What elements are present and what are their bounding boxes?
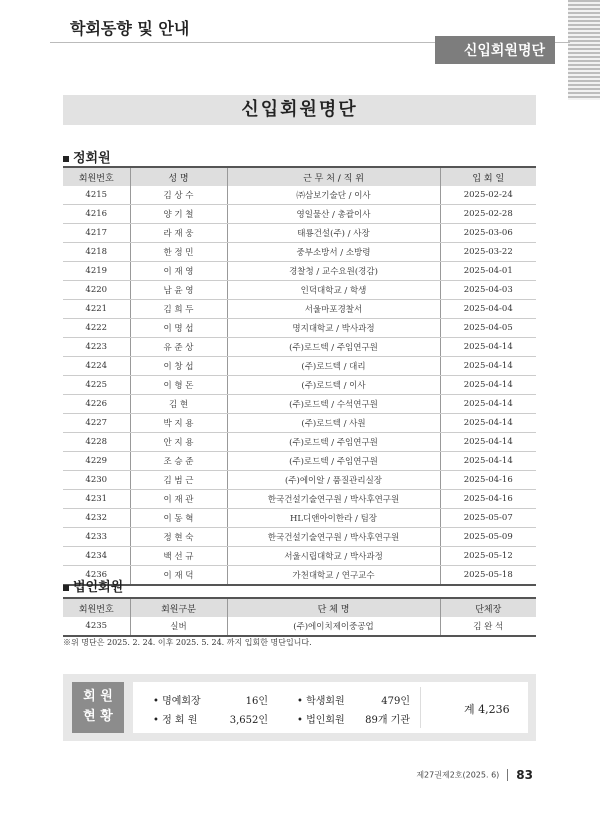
stat-value: 479인: [381, 696, 410, 707]
table-cell: (주)로드텍 / 이사: [227, 376, 440, 395]
table-row: [63, 186, 536, 205]
regular-members-heading: [63, 147, 111, 166]
table-row: [63, 452, 536, 471]
table-cell: 2025-04-16: [440, 471, 536, 490]
table-cell: 이 창 섭: [130, 357, 227, 376]
table-cell: 2025-04-14: [440, 357, 536, 376]
stats-divider: [420, 687, 421, 728]
table-cell: 4233: [63, 528, 130, 547]
table-cell: 2025-05-18: [440, 566, 536, 586]
table-row: [63, 547, 536, 566]
table-cell: 2025-04-14: [440, 376, 536, 395]
table-row: [63, 243, 536, 262]
table-cell: 한 정 민: [130, 243, 227, 262]
member-status-box: [63, 674, 536, 741]
status-label-line: 회 원: [83, 689, 113, 704]
footnote: ※위 명단은 2025. 2. 24. 이후 2025. 5. 24. 까지 입회한 명단입니다.: [63, 638, 312, 647]
table-cell: 4234: [63, 547, 130, 566]
table-cell: 가천대학교 / 연구교수: [227, 566, 440, 586]
table-row: [63, 528, 536, 547]
decorative-strip: [568, 0, 600, 100]
table-cell: (주)로드텍 / 사원: [227, 414, 440, 433]
table-cell: ㈜삼보기술단 / 이사: [227, 186, 440, 205]
table-cell: 4222: [63, 319, 130, 338]
table-cell: 2025-03-06: [440, 224, 536, 243]
table-cell: 2025-04-14: [440, 414, 536, 433]
column-header: 근 무 처 / 직 위: [227, 167, 440, 186]
table-cell: (주)로드텍 / 주임연구원: [227, 338, 440, 357]
square-bullet-icon: [63, 585, 69, 591]
table-row: [63, 338, 536, 357]
table-cell: 명지대학교 / 박사과정: [227, 319, 440, 338]
page-footer: [416, 768, 533, 782]
table-cell: 4217: [63, 224, 130, 243]
table-cell: 김 현: [130, 395, 227, 414]
table-cell: 안 지 용: [130, 433, 227, 452]
table-header-row: [63, 167, 536, 186]
table-cell: 이 명 섭: [130, 319, 227, 338]
table-cell: 2025-04-03: [440, 281, 536, 300]
table-cell: 2025-05-12: [440, 547, 536, 566]
column-header: 성 명: [130, 167, 227, 186]
table-row: [63, 395, 536, 414]
table-cell: (주)로드텍 / 수석연구원: [227, 395, 440, 414]
table-cell: 김 범 근: [130, 471, 227, 490]
member-status-stats: [133, 682, 528, 733]
stat-label: • 학생회원: [297, 696, 345, 707]
table-cell: 2025-04-14: [440, 395, 536, 414]
table-cell: 4230: [63, 471, 130, 490]
table-cell: 서울시립대학교 / 박사과정: [227, 547, 440, 566]
column-header: 회원번호: [63, 598, 130, 617]
table-row: [63, 205, 536, 224]
table-cell: 4228: [63, 433, 130, 452]
table-cell: 2025-03-22: [440, 243, 536, 262]
regular-members-heading-text: 정회원: [73, 151, 111, 166]
table-cell: 2025-05-09: [440, 528, 536, 547]
table-cell: 박 지 용: [130, 414, 227, 433]
table-cell: 김 상 수: [130, 186, 227, 205]
member-status-label: [72, 682, 124, 733]
table-cell: (주)에이치제이중공업: [227, 617, 440, 636]
table-cell: 서울마포경찰서: [227, 300, 440, 319]
table-row: [63, 490, 536, 509]
table-cell: 라 재 웅: [130, 224, 227, 243]
page-title: 신입회원명단: [241, 99, 358, 120]
stat-label: • 정 회 원: [153, 715, 198, 726]
issue-info: 제27권제2호(2025. 6): [416, 770, 500, 780]
table-cell: (주)로드텍 / 주임연구원: [227, 452, 440, 471]
corporate-members-heading-text: 법인회원: [73, 580, 124, 595]
table-row: [63, 414, 536, 433]
status-label-line: 현 황: [83, 709, 113, 724]
table-cell: 실버: [130, 617, 227, 636]
table-cell: 4225: [63, 376, 130, 395]
stat-value: 89개 기관: [365, 715, 410, 726]
table-cell: 4236: [63, 566, 130, 586]
column-header: 입 회 일: [440, 167, 536, 186]
table-cell: 4218: [63, 243, 130, 262]
table-cell: 4224: [63, 357, 130, 376]
table-row: [63, 617, 536, 636]
table-cell: 4223: [63, 338, 130, 357]
table-cell: 이 동 혁: [130, 509, 227, 528]
table-cell: 남 윤 영: [130, 281, 227, 300]
table-row: [63, 566, 536, 586]
table-cell: 2025-02-28: [440, 205, 536, 224]
table-cell: (주)로드텍 / 대리: [227, 357, 440, 376]
table-cell: 중부소방서 / 소방령: [227, 243, 440, 262]
table-cell: 4235: [63, 617, 130, 636]
table-cell: 한국건설기술연구원 / 박사후연구원: [227, 528, 440, 547]
page-number: 83: [516, 768, 533, 782]
table-row: [63, 224, 536, 243]
table-cell: 경찰청 / 교수요원(경감): [227, 262, 440, 281]
table-cell: 백 선 규: [130, 547, 227, 566]
table-row: [63, 357, 536, 376]
table-cell: 2025-04-14: [440, 338, 536, 357]
table-cell: 4229: [63, 452, 130, 471]
table-cell: 4221: [63, 300, 130, 319]
corporate-members-table: [63, 597, 536, 637]
footer-divider: [507, 769, 508, 781]
table-cell: 4220: [63, 281, 130, 300]
table-cell: 양 기 철: [130, 205, 227, 224]
table-cell: 유 준 상: [130, 338, 227, 357]
table-cell: (주)로드텍 / 주임연구원: [227, 433, 440, 452]
table-cell: 이 형 돈: [130, 376, 227, 395]
table-cell: 이 재 덕: [130, 566, 227, 586]
stat-value: 16인: [245, 696, 268, 707]
table-cell: 2025-04-04: [440, 300, 536, 319]
table-row: [63, 262, 536, 281]
column-header: 회원구분: [130, 598, 227, 617]
table-cell: 2025-02-24: [440, 186, 536, 205]
table-cell: 4227: [63, 414, 130, 433]
table-cell: 영일물산 / 총괄이사: [227, 205, 440, 224]
column-header: 단체장: [440, 598, 536, 617]
table-cell: (주)에이알 / 품질관리실장: [227, 471, 440, 490]
table-cell: 2025-04-01: [440, 262, 536, 281]
table-cell: 조 승 준: [130, 452, 227, 471]
stat-value: 3,652인: [229, 715, 268, 726]
table-cell: 4226: [63, 395, 130, 414]
table-row: [63, 300, 536, 319]
table-cell: 김 희 두: [130, 300, 227, 319]
corporate-members-heading: [63, 576, 123, 595]
table-cell: 2025-04-14: [440, 452, 536, 471]
table-cell: 인덕대학교 / 학생: [227, 281, 440, 300]
section-tab-label: 신입회원명단: [463, 43, 545, 59]
table-cell: 4232: [63, 509, 130, 528]
table-cell: 2025-05-07: [440, 509, 536, 528]
table-cell: 정 현 숙: [130, 528, 227, 547]
table-cell: 4216: [63, 205, 130, 224]
table-cell: 2025-04-16: [440, 490, 536, 509]
stat-label: • 법인회원: [297, 715, 345, 726]
table-cell: 4215: [63, 186, 130, 205]
table-row: [63, 509, 536, 528]
table-header-row: [63, 598, 536, 617]
table-cell: 2025-04-14: [440, 433, 536, 452]
column-header: 단 체 명: [227, 598, 440, 617]
stat-label: • 명예회장: [153, 696, 201, 707]
square-bullet-icon: [63, 156, 69, 162]
table-cell: 2025-04-05: [440, 319, 536, 338]
regular-members-table: [63, 166, 536, 586]
table-row: [63, 281, 536, 300]
table-row: [63, 433, 536, 452]
table-cell: 한국건설기술연구원 / 박사후연구원: [227, 490, 440, 509]
table-cell: 이 재 관: [130, 490, 227, 509]
header-title: 학회동향 및 안내: [70, 19, 190, 38]
table-cell: 김 완 석: [440, 617, 536, 636]
table-row: [63, 319, 536, 338]
table-cell: HL디앤아이한라 / 팀장: [227, 509, 440, 528]
table-row: [63, 471, 536, 490]
table-cell: 태룡건설(주) / 사장: [227, 224, 440, 243]
table-cell: 4231: [63, 490, 130, 509]
table-row: [63, 376, 536, 395]
section-tab: [435, 36, 555, 64]
table-cell: 이 재 영: [130, 262, 227, 281]
page-title-box: [63, 95, 536, 125]
table-cell: 4219: [63, 262, 130, 281]
stat-total: 계 4,236: [464, 703, 510, 716]
column-header: 회원번호: [63, 167, 130, 186]
